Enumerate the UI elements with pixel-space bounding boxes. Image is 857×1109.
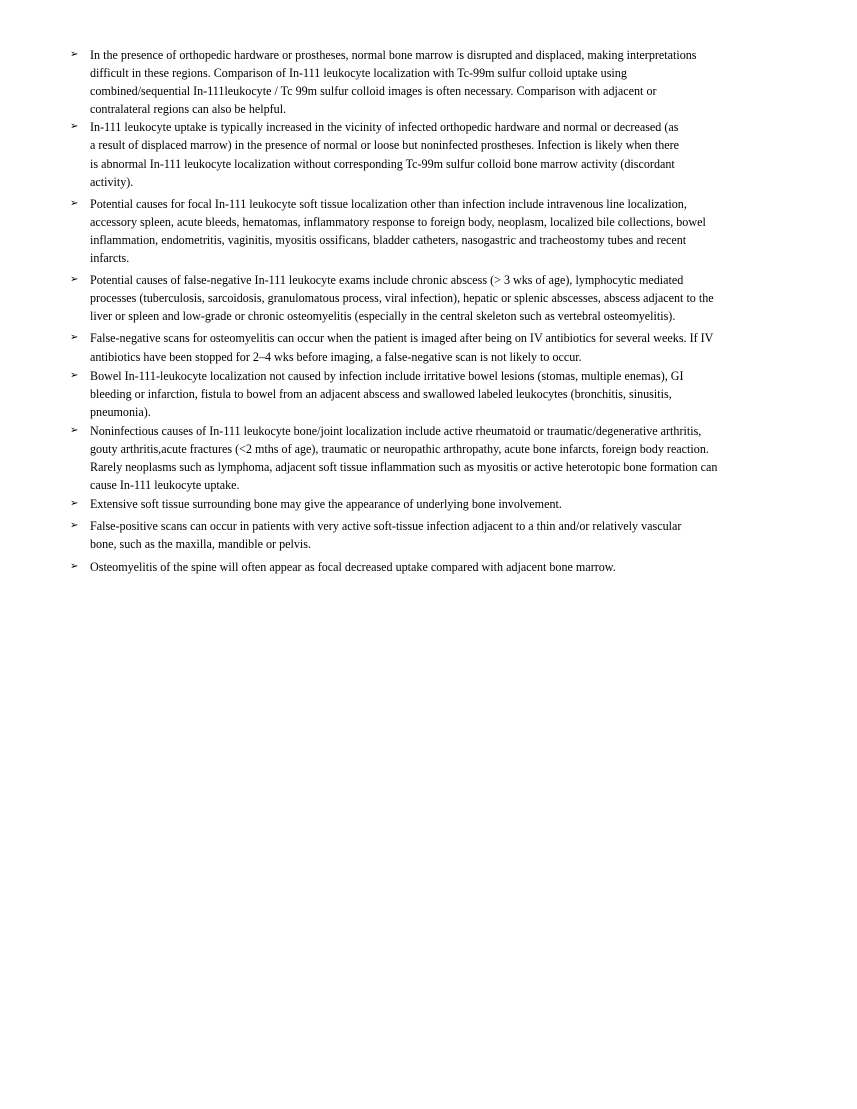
bullet-item: [70, 367, 820, 421]
bullet-text-line: False-positive scans can occur in patients with very active soft-tissue infection adjacent to a thin and/or relatively vascular: [90, 519, 682, 534]
bullet-text-line: Potential causes of false-negative In-111 leukocyte exams include chronic abscess (> 3 wks of age), lymphocytic mediated: [90, 273, 684, 288]
bullet-text-line: pneumonia).: [90, 404, 151, 419]
bullet-text-line: infarcts.: [90, 251, 130, 266]
bullet-text-line: False-negative scans for osteomyelitis can occur when the patient is imaged after being on IV antibiotics for several weeks. If IV: [90, 331, 714, 346]
bullet-text-line: difficult in these regions. Comparison of In-111 leukocyte localization with Tc-99m sulfur colloid uptake using: [90, 66, 627, 81]
bullet-item: [70, 558, 820, 576]
arrow-bullet-icon: ➢: [70, 560, 79, 572]
bullet-text-line: Bowel In-111-leukocyte localization not caused by infection include irritative bowel lesions (stomas, multiple enemas), GI: [90, 368, 684, 383]
bullet-item: [70, 329, 820, 365]
bullet-text-line: contralateral regions can also be helpful.: [90, 102, 287, 117]
bullet-text-line: combined/sequential In-111leukocyte / Tc 99m sulfur colloid images is often necessary. Comparison with adjacent or: [90, 84, 657, 99]
bullet-text-line: In the presence of orthopedic hardware or prostheses, normal bone marrow is disrupted and displaced, making interpretations: [90, 48, 697, 62]
bullet-text-line: Extensive soft tissue surrounding bone may give the appearance of underlying bone involvement.: [90, 497, 562, 512]
bullet-item: [70, 46, 820, 118]
arrow-bullet-icon: ➢: [70, 49, 79, 60]
arrow-bullet-icon: ➢: [70, 274, 79, 286]
bullet-text-line: is abnormal In-111 leukocyte localization without corresponding Tc-99m sulfur colloid bone marrow activity (discordant: [90, 156, 675, 171]
bullet-text-line: a result of displaced marrow) in the presence of normal or loose but noninfected prostheses. Infection is likely when there: [90, 138, 680, 153]
arrow-bullet-icon: ➢: [70, 498, 79, 510]
bullet-text-line: antibiotics have been stopped for 2–4 wks before imaging, a false-negative scan is not likely to occur.: [90, 349, 582, 364]
bullet-text-line: processes (tuberculosis, sarcoidosis, granulomatous process, viral infection), hepatic or splenic abscesses, abscess adjacent to the: [90, 291, 714, 306]
bullet-text-line: liver or spleen and low-grade or chronic osteomyelitis (especially in the central skeleton such as vertebral osteomyelitis).: [90, 309, 676, 324]
bullet-item: [70, 118, 820, 190]
bullet-text-line: activity).: [90, 174, 134, 189]
bullet-item: [70, 422, 820, 494]
arrow-bullet-icon: ➢: [70, 121, 79, 133]
bullet-list: [70, 46, 820, 576]
bullet-text-line: Potential causes for focal In-111 leukocyte soft tissue localization other than infection include intravenous line localization,: [90, 196, 687, 211]
arrow-bullet-icon: ➢: [70, 424, 79, 436]
bullet-text-line: In-111 leukocyte uptake is typically increased in the vicinity of infected orthopedic hardware and normal or decreased (as: [90, 120, 679, 135]
bullet-text-line: bleeding or infarction, fistula to bowel from an adjacent abscess and swallowed labeled leukocytes (bronchitis, sinusitis,: [90, 386, 672, 401]
bullet-text-line: Rarely neoplasms such as lymphoma, adjacent soft tissue inflammation such as myositis or active heterotopic bone formation can: [90, 460, 718, 475]
bullet-text-line: accessory spleen, acute bleeds, hematomas, inflammatory response to foreign body, neoplasm, localized bile collections, bowel: [90, 214, 706, 229]
bullet-text-line: Osteomyelitis of the spine will often appear as focal decreased uptake compared with adjacent bone marrow.: [90, 559, 616, 574]
bullet-text-line: cause In-111 leukocyte uptake.: [90, 478, 240, 493]
bullet-text-line: inflammation, endometritis, vaginitis, myositis ossificans, bladder catheters, nasogastric and tracheostomy tubes and recent: [90, 232, 687, 247]
bullet-text-line: Noninfectious causes of In-111 leukocyte bone/joint localization include active rheumatoid or traumatic/degenerative arthritis,: [90, 423, 702, 438]
arrow-bullet-icon: ➢: [70, 332, 79, 344]
bullet-item: [70, 195, 820, 267]
bullet-item: [70, 517, 820, 553]
arrow-bullet-icon: ➢: [70, 520, 79, 532]
bullet-text-line: bone, such as the maxilla, mandible or pelvis.: [90, 537, 311, 552]
bullet-text-line: gouty arthritis,acute fractures (<2 mths of age), traumatic or neuropathic arthropathy, acute bone infarcts, foreign body reaction.: [90, 441, 709, 456]
bullet-item: [70, 495, 820, 513]
arrow-bullet-icon: ➢: [70, 369, 79, 381]
bullet-item: [70, 271, 820, 325]
arrow-bullet-icon: ➢: [70, 197, 79, 209]
